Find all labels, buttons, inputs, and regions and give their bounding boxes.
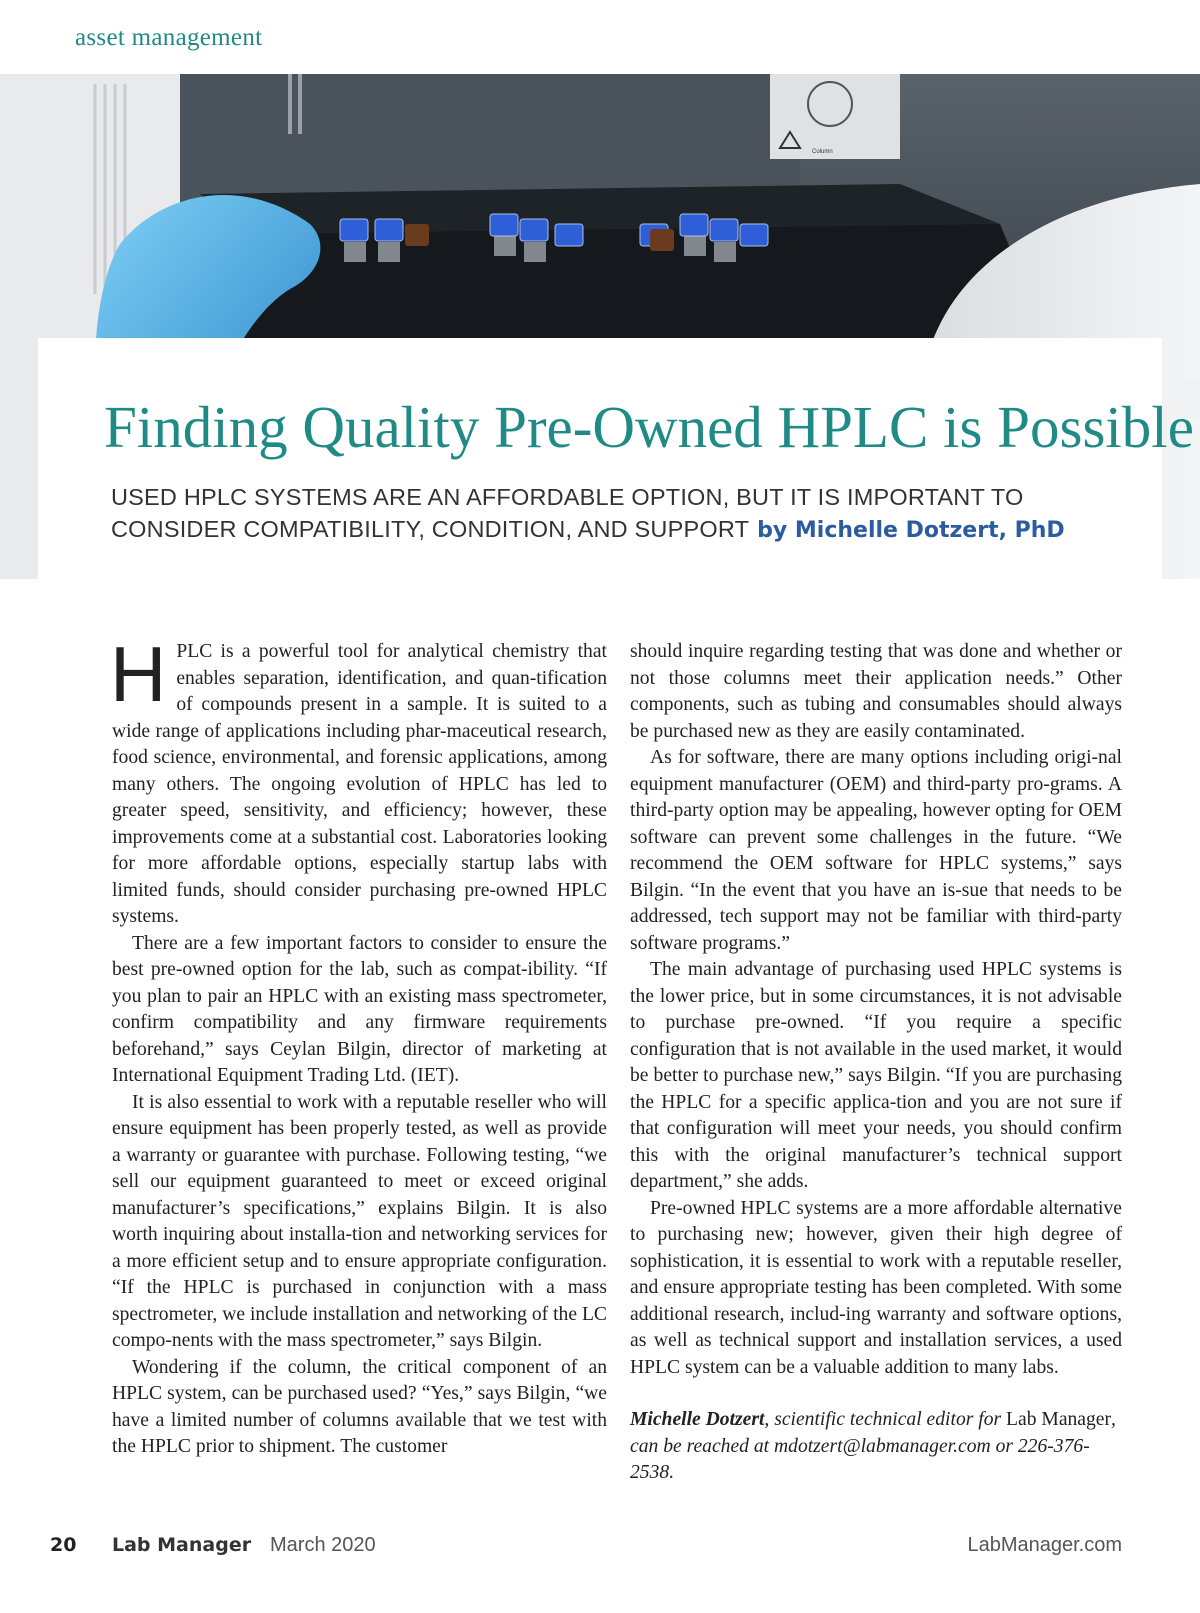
paragraph: Wondering if the column, the critical component of an HPLC system, can be purchased used? “Yes,” says Bilgin, “we have a limited number of columns available that we test with the HPLC prior to shipment. The customer — [112, 1356, 607, 1457]
author-bio — [630, 1407, 1122, 1487]
section-label: asset management — [75, 24, 263, 51]
paragraph: Pre-owned HPLC systems are a more affordable alternative to purchasing new; however, given their high degree of sophistication, it is essential to work with a reputable reseller, and ensure appropriate testing has been completed. With some additional research, includ-ing warranty and software options, as well as technical support and installation services, a used HPLC system can be a valuable addition to many labs. — [630, 1197, 1122, 1378]
author-name: Michelle Dotzert — [630, 1409, 765, 1430]
subtitle-text: USED HPLC SYSTEMS ARE AN AFFORDABLE OPTION, BUT IT IS IMPORTANT TO CONSIDER COMPATIBILITY, CONDITION, AND SUPPORT — [111, 484, 1024, 542]
page-footer — [0, 1534, 1200, 1574]
issue-date: March 2020 — [270, 1534, 376, 1556]
title-box — [38, 338, 1194, 581]
magazine-name: Lab Manager — [112, 1534, 252, 1556]
website-link[interactable]: LabManager.com — [967, 1534, 1122, 1556]
panel-label-column: Column — [812, 149, 833, 155]
paragraph: There are a few important factors to consider to ensure the best pre-owned option for the lab, such as compat-ibility. “If you plan to pair an HPLC with an existing mass spectrometer, confirm compatibility and any firmware requirements beforehand,” says Ceylan Bilgin, director of marketing at International Equipment Trading Ltd. (IET). — [112, 932, 607, 1086]
paragraph-text: PLC is a powerful tool for analytical chemistry that enables separation, identification, and quan-tification of compounds present in a sample. It is suited to a wide range of applications including phar-maceutical research, food science, environmental, and forensic applications, among many others. The ongoing evolution of HPLC has led to greater speed, sensitivity, and efficiency; however, these improvements come at a substantial cost. Laboratories looking for more affordable options, especially startup labs with limited funds, should consider purchasing pre-owned HPLC systems. — [112, 641, 607, 927]
publication-name: Lab Manager — [1006, 1409, 1112, 1430]
paragraph: The main advantage of purchasing used HPLC systems is the lower price, but in some circumstances, it is not advisable to purchase pre-owned. “If you require a specific configuration that is not available in the used market, it would be better to purchase new,” says Bilgin. “If you are purchasing the HPLC for a specific applica-tion and you are not sure if that configuration will meet your needs, you should confirm this with the original manufacturer’s technical support department,” she adds. — [630, 959, 1122, 1192]
author-role: , scientific technical editor for — [764, 1409, 1007, 1430]
paragraph: should inquire regarding testing that was done and whether or not those columns meet their application needs.” Other components, such as tubing and consumables should always be purchased new as they are easily contaminated. — [630, 641, 1122, 742]
paragraph — [110, 630, 607, 931]
byline: by Michelle Dotzert, PhD — [757, 518, 1065, 543]
author-contact: , can be reached at mdotzert@labmanager.com or 226-376-2538. — [630, 1409, 1116, 1483]
article-column-right — [630, 639, 1122, 1487]
paragraph: As for software, there are many options including origi-nal equipment manufacturer (OEM) and third-party pro-grams. A third-party option may be appealing, however opting for OEM software can prevent some challenges in the future. “We recommend the OEM software for HPLC systems,” says Bilgin. “In the event that you have an is-sue that needs to be addressed, tech support may not be familiar with third-party software programs.” — [630, 747, 1122, 954]
article-subtitle — [111, 481, 1151, 547]
paragraph: It is also essential to work with a reputable reseller who will ensure equipment has been properly tested, as well as provide a warranty or guarantee with purchase. Following testing, “we sell our equipment guaranteed to meet or exceed original manufacturer’s specifications,” explains Bilgin. It is also worth inquiring about installa-tion and networking services for a more efficient setup and to ensure appropriate configuration. “If the HPLC is purchased in conjunction with a mass spectrometer, we include installation and networking of the LC compo-nents with the mass spectrometer,” says Bilgin. — [112, 1091, 607, 1351]
article-column-left — [110, 630, 607, 1461]
dropcap: H — [110, 630, 167, 718]
page-number: 20 — [50, 1534, 77, 1556]
article-title: Finding Quality Pre-Owned HPLC is Possible — [104, 394, 1194, 460]
